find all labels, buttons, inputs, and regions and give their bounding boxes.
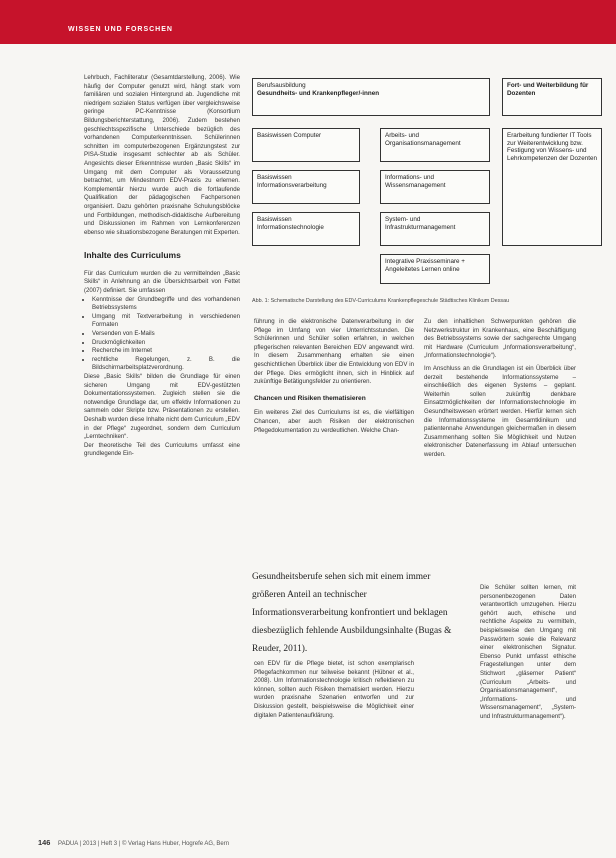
diagram-header-continuing-education: Fort- und Weiterbildung für Dozenten [502, 78, 602, 116]
right-column [424, 318, 576, 460]
diagram-box-basis-technology: Basiswissen Informationstechnologie [252, 212, 360, 246]
mid-subheading: Chancen und Risiken thematisieren [254, 394, 366, 402]
diagram-box-infrastructure: System- und Infrastrukturmanagement [380, 212, 490, 246]
middle-column-lower [254, 660, 414, 720]
pull-quote: Gesundheitsberufe sehen sich mit einem immer größeren Anteil an technischer Informationsverarbeitung konfrontiert und beklagen diesbezüglich fehlende Ausbildungsinhalte (Bugas & Reuder, 2011). [252, 572, 452, 654]
right-paragraph-2: Im Anschluss an die Grundlagen ist ein Überblick über derzeit bestehende Informationssysteme – einschließlich des eigenen Systems – geplant. Weiterhin sollen zukünftig denkbare Einsatzmöglichkeiten der Informationstechnologie im Gesundheitswesen erörtert werden. Hierfür lernen sich die Informationssysteme im Gesamtklinikum und patientennahe Anwendungen gleichermaßen in diesem Zusammenhang sollten Sie Möglichkeit und Nutzen elektronischer Datenerfassung im Ablauf untersuchen werden. [424, 364, 576, 458]
list-item: • Versenden von E-Mails [92, 330, 240, 339]
left-column [84, 74, 240, 459]
list-item: • rechtliche Regelungen, z. B. die Bildschirmarbeitsplatzverordnung. [92, 356, 240, 373]
diagram-box-basis-computer: Basiswissen Computer [252, 128, 360, 162]
diagram-box-organisation: Arbeits- und Organisationsmanagement [380, 128, 490, 162]
middle-column [254, 318, 414, 435]
right-paragraph-3: Die Schüler sollten lernen, mit personenbezogenen Daten verantwortlich umzugehen. Hierzu gehört auch, ethische und rechtliche Aspekte zu vermitteln, beispielsweise den Umgang mit Passwörtern sowie die Relevanz einer elektronischen Signatur. Ebenso Punkt umfasst ethische Fragestellungen unter dem Stichwort „gläserner Patient“ (Curriculum „Arbeits- und Organisationsmanagement“, „Informations- und Wissensmanagement“, „System- und Infrastrukturmanagement“). [480, 584, 576, 720]
closing-paragraph: Diese „Basic Skills“ bilden die Grundlage für einen sicheren Umgang mit EDV-gestützten Dokumentationssystemen. Zugleich stellen sie die notwendige Grundlage dar, um effektiv Informationen zu sammeln oder Skripte bzw. Präsentationen zu erstellen. Deshalb wurden diese Inhalte nicht dem Curriculum „EDV in der Pflege“ zugeordnet, sondern dem Curriculum „Lerntechniken“. [84, 373, 240, 441]
right-column-lower [480, 584, 576, 722]
figure-caption: Abb. 1: Schematische Darstellung des EDV-Curriculums Krankenpflegeschule Städtisches Klinikum Dessau [252, 298, 510, 304]
list-item: • Kenntnisse der Grundbegriffe und des vorhandenen Betriebssystems [92, 296, 240, 313]
skills-list [84, 296, 240, 373]
diagram-box-knowledge: Informations- und Wissensmanagement [380, 170, 490, 204]
diagram-header-training [252, 78, 490, 116]
diagram-header-title: Berufsausbildung [257, 82, 306, 89]
last-paragraph: Der theoretische Teil des Curriculums umfasst eine grundlegende Ein- [84, 441, 240, 458]
section-paragraph: Für das Curriculum wurden die zu vermittelnden „Basic Skills“ in Anlehnung an die Übersichtsarbeit von Fettet (2007) definiert. Sie umfassen [84, 269, 240, 295]
page-footer [38, 838, 229, 847]
list-item: • Druckmöglichkeiten [92, 339, 240, 348]
mid-paragraph-1: führung in die elektronische Datenverarbeitung in der Pflege im Umfang von vier Unterrichtsstunden. Die Schülerinnen und Schüler sollen erfahren, in welchen pflegerischen relevanten Bereichen EDV angewandt wird. In diesem Zusammenhang erhalten sie einen geschichtlichen Überblick über die Entwicklung von EDV in der Pflege. Dies ermöglicht ihnen, sich in Hinblick auf zukünftige Betätigungsfelder zu orientieren. [254, 318, 414, 386]
list-item: • Recherche im Internet [92, 347, 240, 356]
diagram-box-basis-information: Basiswissen Informationsverarbeitung [252, 170, 360, 204]
mid-paragraph-2: Ein weiteres Ziel des Curriculums ist es, die vielfältigen Chancen, aber auch Risiken der elektronischen Pflegedokumentation zu verdeutlichen. Welche Chan- [254, 409, 414, 434]
diagram-box-lecturer-tools: Erarbeitung fundierter IT Tools zur Weiterentwicklung bzw. Festigung von Wissens- und Lehrkompetenzen der Dozenten [502, 128, 602, 246]
mid-paragraph-3: cen EDV für die Pflege bietet, ist schon exemplarisch Pflegefachkommen nur teilweise bekannt (Hübner et al., 2008). Um Informationstechnologie kritisch reflektieren zu können, sollten auch Risiken thematisiert werden. Hierzu wurden praxisnahe Szenarien entworfen und zur Diskussion gestellt, beispielsweise die Möglichkeit einer digitalen Patientenaufklärung. [254, 660, 414, 719]
section-label: WISSEN UND FORSCHEN [68, 26, 173, 33]
section-header-bar [0, 0, 616, 44]
page-number: 146 [38, 838, 51, 847]
list-item: • Umgang mit Textverarbeitung in verschiedenen Formaten [92, 313, 240, 330]
right-paragraph-1: Zu den inhaltlichen Schwerpunkten gehören die Netzwerkstruktur im Krankenhaus, eine Beschäftigung des Betriebssystems sowie der sachgerechte Umgang mit Hardware (Curriculum „Informationsverarbeitung“, „Informationstechnologie“). [424, 318, 576, 360]
diagram-box-practice: Integrative Praxisseminare + Angeleitetes Lernen online [380, 254, 490, 284]
curriculum-diagram [252, 78, 604, 298]
journal-reference: PADUA | 2013 | Heft 3 | © Verlag Hans Huber, Hogrefe AG, Bern [58, 841, 230, 847]
section-heading: Inhalte des Curriculums [84, 250, 181, 261]
intro-paragraph: Lehrbuch, Fachliteratur (Gesamtdarstellung, 2006). Wie häufig der Computer genutzt wird, hängt stark vom familiären und sozialen Hintergrund ab. Jugendliche mit niedrigem sozialen Status verfügen über vergleichsweise geringe PC-Kenntnisse (Konsortium Bildungsberichterstattung, 2006). Zudem bestehen geschlechtsspezifische Unterschiede bezüglich des vorhandenen Computerkenntnissen. Schülerinnen schnitten im computerbezogenen Ergänzungstest zur PISA-Studie insgesamt schlechter ab als Schüler. Angesichts dieser Erkenntnisse wurden „Basic Skills“ im Umgang mit dem Computer als Voraussetzung betrachtet, um Mindestnorm EDV-Praxis zu erlernen. Komplementär hierzu wurde auch die fortlaufende Qualifikation der pädagogischen Fachpersonen organisiert. Dazu gehörten praxisnahe Schulungsblöcke und Fortbildungen, methodisch-didaktische Aufbereitung und Diskussionen im Rahmen von Lernkonferenzen ebenso wie situationsbezogene Beratungen mit Experten. [84, 74, 240, 236]
diagram-header-subtitle: Gesundheits- und Krankenpfleger/-innen [257, 89, 380, 97]
